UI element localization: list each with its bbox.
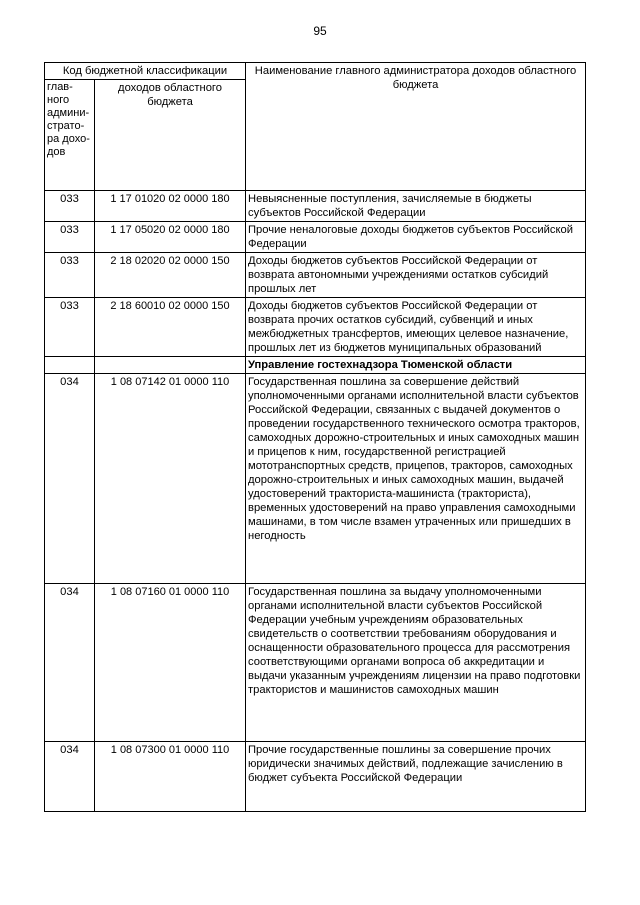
section-row [45, 357, 586, 374]
revenue-code-cell: 1 08 07300 01 0000 110 [95, 742, 246, 812]
name-cell: Прочие неналоговые доходы бюджетов субъектов Российской Федерации [246, 222, 586, 253]
name-cell: Невыясненные поступления, зачисляемые в бюджеты субъектов Российской Федерации [246, 191, 586, 222]
revenue-code-cell: 1 17 05020 02 0000 180 [95, 222, 246, 253]
admin-code-cell: 033 [45, 191, 95, 222]
classification-header: Код бюджетной классификации [45, 63, 246, 80]
admin-code-cell: 034 [45, 584, 95, 742]
revenue-code-cell: 1 08 07142 01 0000 110 [95, 374, 246, 584]
revenue-code-cell: 2 18 60010 02 0000 150 [95, 298, 246, 357]
admin-column-header: глав-ного админи-страто-ра дохо-дов [45, 80, 95, 191]
section-title: Управление гостехнадзора Тюменской области [246, 357, 586, 374]
revenue-code-cell: 2 18 02020 02 0000 150 [95, 253, 246, 298]
revenue-code-cell: 1 08 07160 01 0000 110 [95, 584, 246, 742]
empty-cell [95, 357, 246, 374]
table-row [45, 222, 586, 253]
admin-code-cell: 034 [45, 374, 95, 584]
revenue-code-cell: 1 17 01020 02 0000 180 [95, 191, 246, 222]
admin-code-cell: 033 [45, 253, 95, 298]
table-header-row [45, 63, 586, 80]
name-cell: Доходы бюджетов субъектов Российской Федерации от возврата автономными учреждениями остатков субсидий прошлых лет [246, 253, 586, 298]
admin-code-cell: 034 [45, 742, 95, 812]
table-row [45, 584, 586, 742]
table-row [45, 253, 586, 298]
empty-cell [45, 357, 95, 374]
name-cell: Государственная пошлина за выдачу уполномоченными органами исполнительной власти субъектов Российской Федерации учебным учреждениям образовательных свидетельств о соответствии требованиям оборудования и оснащенности образовательного процесса для рассмотрения соответствующими органами вопроса об аккредитации и выдачи указанным учреждениям лицензии на право подготовки трактористов и машинистов самоходных машин [246, 584, 586, 742]
admin-code-cell: 033 [45, 222, 95, 253]
table-row [45, 742, 586, 812]
name-cell: Прочие государственные пошлины за совершение прочих юридически значимых действий, подлежащие зачислению в бюджет субъекта Российской Федерации [246, 742, 586, 812]
name-cell: Государственная пошлина за совершение действий уполномоченными органами исполнительной власти субъектов Российской Федерации, связанных с выдачей документов о проведении государственного технического осмотра тракторов, самоходных дорожно-строительных и иных самоходных машин и прицепов к ним, государственной регистрацией мототранспортных средств, прицепов, тракторов, самоходных дорожно-строительных и иных самоходных машин, выдачей удостоверений тракториста-машиниста (тракториста), временных удостоверений на право управления самоходными машинами, в том числе взамен утраченных или пришедших в негодность [246, 374, 586, 584]
name-cell: Доходы бюджетов субъектов Российской Федерации от возврата прочих остатков субсидий, субвенций и иных межбюджетных трансфертов, имеющих целевое назначение, прошлых лет из бюджетов муниципальных образований [246, 298, 586, 357]
revenue-column-header: доходов областного бюджета [95, 80, 246, 191]
table-row [45, 191, 586, 222]
table-row [45, 298, 586, 357]
admin-code-cell: 033 [45, 298, 95, 357]
page-number: 95 [313, 24, 327, 38]
table-row [45, 374, 586, 584]
name-column-header: Наименование главного администратора доходов областного бюджета [246, 63, 586, 191]
budget-classification-table [44, 62, 586, 812]
